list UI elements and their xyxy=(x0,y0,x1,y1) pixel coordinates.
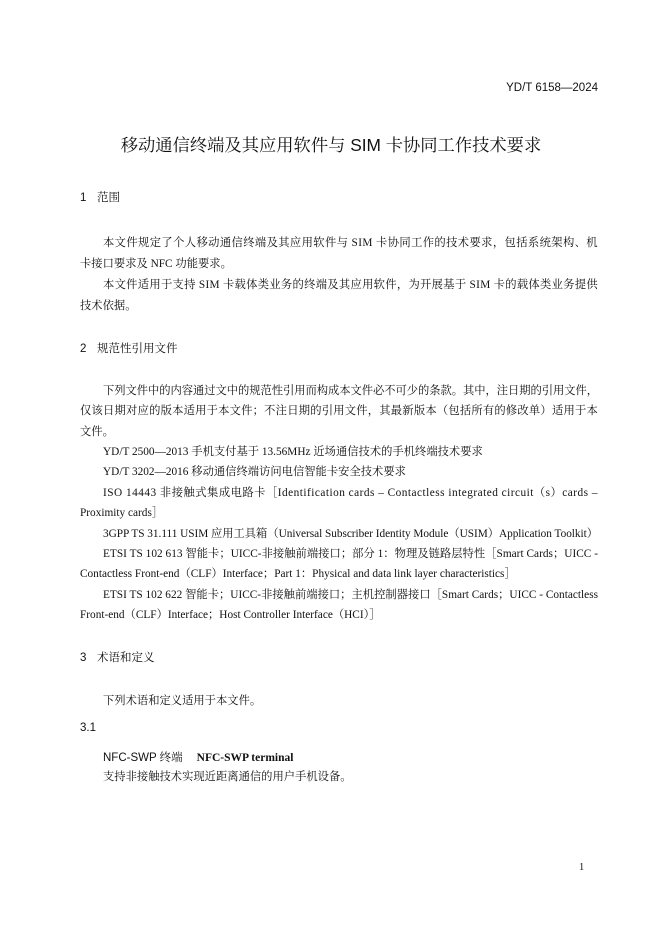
text-line: 下列文件中的内容通过文中的规范性引用而构成本文件必不可少的条款。其中，注日期的引用文件， xyxy=(103,385,598,397)
reference-line: ISO 14443 非接触式集成电路卡［Identification cards – Contactless integrated circuit（s）cards – xyxy=(103,486,598,499)
section-number: 2 xyxy=(80,343,87,355)
reference-item xyxy=(80,585,598,626)
reference-item xyxy=(80,524,598,544)
text-line: 本文件适用于支持 SIM 卡载体类业务的终端及其应用软件，为开展基于 SIM 卡的载体类业务提供 xyxy=(103,279,598,291)
paragraph xyxy=(80,381,598,442)
section-number: 3 xyxy=(80,652,87,664)
reference-line: Front-end（CLF）Interface；Host Controller Interface（HCI）］ xyxy=(80,608,381,621)
section-body xyxy=(80,381,598,625)
section-title: 规范性引用文件 xyxy=(97,343,178,355)
term-name xyxy=(103,747,293,768)
reference-item xyxy=(80,544,598,585)
section-title: 术语和定义 xyxy=(97,652,155,664)
section-body xyxy=(80,233,598,317)
section-heading xyxy=(80,188,120,208)
reference-line: ETSI TS 102 622 智能卡；UICC-非接触前端接口；主机控制器接口［Smart Cards；UICC - Contactless xyxy=(103,588,598,601)
text-line: 本文件规定了个人移动通信终端及其应用软件与 SIM 卡协同工作的技术要求，包括系统架构、机 xyxy=(103,237,598,249)
paragraph xyxy=(80,275,598,317)
reference-line: Proximity cards］ xyxy=(80,507,164,520)
reference-list xyxy=(80,442,598,625)
paragraph xyxy=(80,233,598,275)
text-line: 仅该日期对应的版本适用于本文件；不注日期的引用文件，其最新版本（包括所有的修改单）适用于本 xyxy=(80,405,598,418)
reference-line: ETSI TS 102 613 智能卡；UICC-非接触前端接口；部分 1：物理及链路层特性［Smart Cards；UICC - xyxy=(103,547,598,560)
page-number: 1 xyxy=(579,862,585,873)
text-line: 技术依据。 xyxy=(80,300,137,312)
text-line: 文件。 xyxy=(80,425,114,438)
term-chinese: NFC-SWP 终端 xyxy=(103,752,183,764)
section-heading xyxy=(80,648,155,668)
standard-number: YD/T 6158—2024 xyxy=(506,82,598,94)
reference-line: 3GPP TS 31.111 USIM 应用工具箱（Universal Subscriber Identity Module（USIM）Application Toolkit） xyxy=(103,527,598,540)
reference-item xyxy=(80,483,598,524)
term-number: 3.1 xyxy=(80,722,96,734)
text-line: 下列术语和定义适用于本文件。 xyxy=(103,695,262,707)
section-title: 范围 xyxy=(97,192,120,204)
reference-item xyxy=(80,442,598,462)
section-heading xyxy=(80,339,178,359)
term-definition: 支持非接触技术实现近距离通信的用户手机设备。 xyxy=(103,771,352,783)
reference-line: Contactless Front-end（CLF）Interface；Part 1：Physical and data link layer characteristics］ xyxy=(80,568,516,581)
reference-item xyxy=(80,462,598,482)
term-english: NFC-SWP terminal xyxy=(196,752,294,764)
reference-line: YD/T 3202—2016 移动通信终端访问电信智能卡安全技术要求 xyxy=(103,466,406,479)
reference-line: YD/T 2500—2013 手机支付基于 13.56MHz 近场通信技术的手机终端技术要求 xyxy=(103,446,483,459)
text-line: 卡接口要求及 NFC 功能要求。 xyxy=(80,258,232,270)
document-title: 移动通信终端及其应用软件与 SIM 卡协同工作技术要求 xyxy=(120,135,542,155)
section-number: 1 xyxy=(80,192,87,204)
